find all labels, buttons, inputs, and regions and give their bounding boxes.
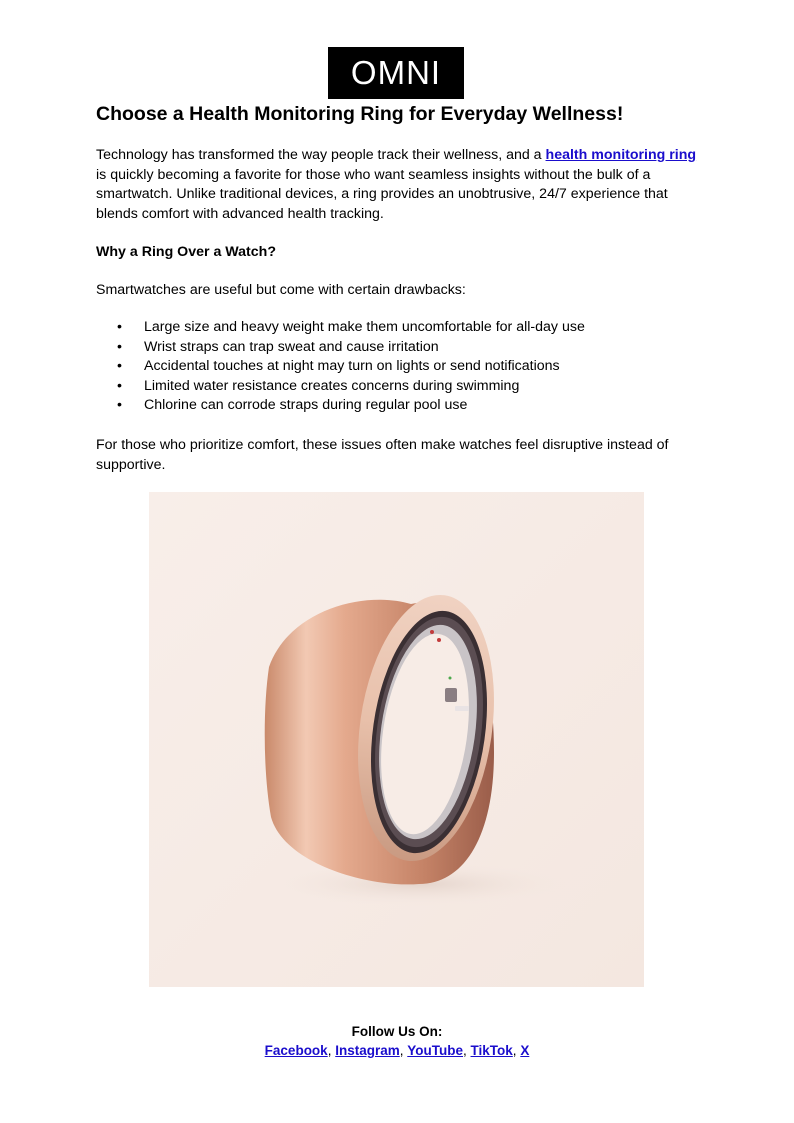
intro-text-before-link: Technology has transformed the way people track their wellness, and a	[96, 147, 546, 163]
list-item	[96, 338, 716, 358]
list-item	[96, 318, 716, 338]
page-title: Choose a Health Monitoring Ring for Everyday Wellness!	[96, 103, 624, 125]
list-item-text: Limited water resistance creates concerns during swimming	[144, 377, 520, 394]
bullet-icon: •	[117, 319, 122, 335]
bullet-icon: •	[117, 377, 122, 394]
intro-paragraph	[96, 146, 706, 224]
link-separator: ,	[399, 1043, 408, 1058]
omni-logo	[328, 47, 464, 99]
list-item	[96, 357, 716, 377]
x-link[interactable]: X	[520, 1043, 530, 1058]
section-lead: Smartwatches are useful but come with certain drawbacks:	[96, 282, 466, 298]
smart-ring-photo	[149, 492, 644, 987]
social-links	[0, 1041, 794, 1060]
health-monitoring-ring-link[interactable]: health monitoring ring	[545, 147, 697, 163]
list-item-text: Accidental touches at night may turn on lights or send notifications	[144, 358, 560, 375]
facebook-link[interactable]: Facebook	[264, 1043, 328, 1058]
intro-text-after-link: is quickly becoming a favorite for those who want seamless insights without the bulk of a smartwatch. Unlike traditional devices, a ring provides an unobtrusive, 24/7 experience that blends comfort with advanced health tracking.	[96, 166, 668, 222]
list-item-text: Chlorine can corrode straps during regular pool use	[144, 397, 468, 414]
link-separator: ,	[463, 1043, 471, 1058]
tiktok-link[interactable]: TikTok	[470, 1043, 513, 1058]
list-item-text: Wrist straps can trap sweat and cause irritation	[144, 338, 439, 355]
drawbacks-list	[96, 318, 716, 416]
bullet-icon: •	[117, 358, 122, 375]
list-item-text: Large size and heavy weight make them uncomfortable for all-day use	[144, 319, 585, 335]
instagram-link[interactable]: Instagram	[335, 1043, 400, 1058]
link-separator: ,	[327, 1043, 336, 1058]
bullet-icon: •	[117, 397, 122, 414]
link-separator: ,	[512, 1043, 521, 1058]
bullet-icon: •	[117, 338, 122, 355]
list-item	[96, 377, 716, 397]
youtube-link[interactable]: YouTube	[407, 1043, 464, 1058]
section-heading: Why a Ring Over a Watch?	[96, 244, 276, 260]
logo-text: OMNI	[350, 54, 442, 91]
follow-us-label: Follow Us On:	[351, 1024, 443, 1039]
conclusion-paragraph: For those who prioritize comfort, these issues often make watches feel disruptive instead of supportive.	[96, 437, 669, 473]
list-item	[96, 396, 716, 416]
